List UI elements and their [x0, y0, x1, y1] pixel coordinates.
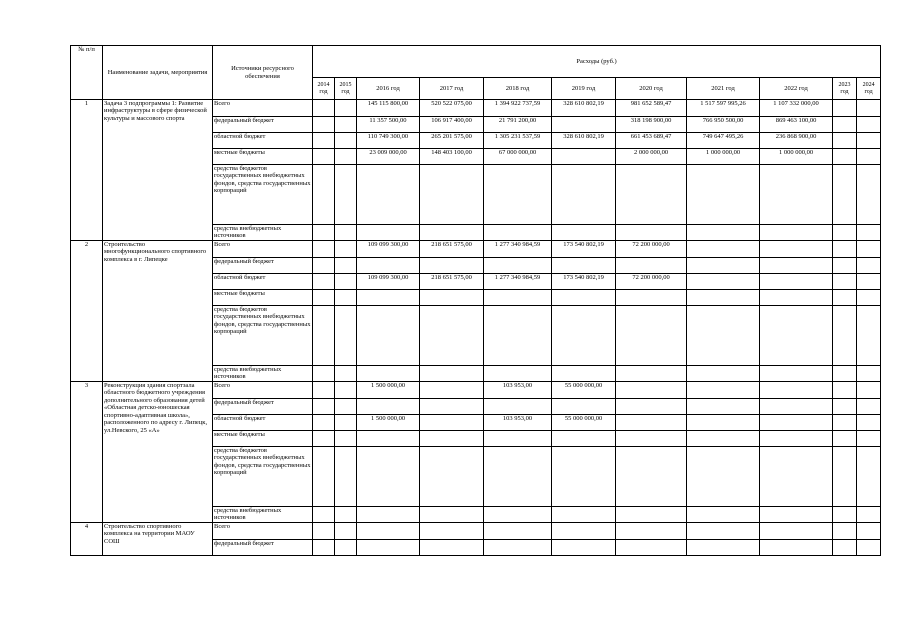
expense-value: [552, 149, 616, 165]
expense-value: [335, 415, 357, 431]
expense-value: [687, 274, 760, 290]
expense-value: [420, 507, 484, 523]
expense-value: 109 099 300,00: [357, 274, 420, 290]
expense-value: [484, 225, 552, 241]
task-name: Реконструкция здания спортзала областного бюджетного учреждения дополнительного образования детей «Областная детско-юношеская спортивно-адаптивная школа», расположенного по адресу г. Липецк, ул.Невского, 25 «А»: [103, 382, 213, 523]
expense-value: 749 647 495,26: [687, 133, 760, 149]
expense-value: 103 953,00: [484, 382, 552, 399]
expense-value: [420, 415, 484, 431]
expense-value: [313, 523, 335, 540]
expense-value: [857, 225, 881, 241]
header-year: 2016 год: [357, 78, 420, 100]
expense-value: 67 000 000,00: [484, 149, 552, 165]
expense-value: [484, 399, 552, 415]
expense-value: [313, 241, 335, 258]
expense-value: [616, 523, 687, 540]
expense-value: [833, 225, 857, 241]
task-name: Строительство спортивного комплекса на территории МАОУ СОШ: [103, 523, 213, 556]
expense-value: [335, 523, 357, 540]
expense-value: [420, 540, 484, 556]
header-year: 2018 год: [484, 78, 552, 100]
header-source: Источники ресурсного обеспечения: [213, 46, 313, 100]
expense-value: [833, 306, 857, 366]
header-year: 2022 год: [760, 78, 833, 100]
expense-value: [335, 306, 357, 366]
expense-value: [857, 149, 881, 165]
expense-value: [335, 382, 357, 399]
funding-source: Всего: [213, 100, 313, 117]
expense-value: [335, 117, 357, 133]
expense-value: 1 500 000,00: [357, 415, 420, 431]
expense-value: [420, 165, 484, 225]
row-number: 4: [71, 523, 103, 556]
expense-value: [833, 100, 857, 117]
expense-value: [552, 165, 616, 225]
task-name: Строительство многофункционального спортивного комплекса в г. Липецке: [103, 241, 213, 382]
expense-value: [857, 274, 881, 290]
expense-value: [552, 431, 616, 447]
expense-value: [313, 225, 335, 241]
expense-value: [760, 225, 833, 241]
header-name: Наименование задачи, мероприятия: [103, 46, 213, 100]
row-number: 1: [71, 100, 103, 241]
expense-value: [313, 149, 335, 165]
expense-value: [857, 366, 881, 382]
expense-value: [357, 165, 420, 225]
expense-value: [420, 382, 484, 399]
expense-value: [313, 258, 335, 274]
expense-value: 218 651 575,00: [420, 274, 484, 290]
table-row: [71, 523, 881, 540]
expense-value: [313, 366, 335, 382]
expense-value: [833, 507, 857, 523]
expense-value: [857, 241, 881, 258]
expense-value: [616, 290, 687, 306]
expense-value: [760, 306, 833, 366]
expense-value: [833, 399, 857, 415]
funding-source: местные бюджеты: [213, 149, 313, 165]
expense-value: 106 917 400,00: [420, 117, 484, 133]
funding-source: средства внебюджетных источников: [213, 366, 313, 382]
expense-value: 236 868 900,00: [760, 133, 833, 149]
expense-value: [335, 507, 357, 523]
expense-value: [833, 415, 857, 431]
expense-value: [552, 225, 616, 241]
expense-value: [857, 523, 881, 540]
funding-source: областной бюджет: [213, 133, 313, 149]
expense-value: 72 200 000,00: [616, 274, 687, 290]
expense-value: [616, 507, 687, 523]
expense-value: [616, 258, 687, 274]
expense-value: [857, 431, 881, 447]
expense-value: [552, 540, 616, 556]
table-header: [71, 46, 881, 100]
expense-value: [484, 523, 552, 540]
expense-value: [760, 431, 833, 447]
expense-value: [857, 306, 881, 366]
expense-value: [687, 399, 760, 415]
expense-value: 1 394 922 737,59: [484, 100, 552, 117]
funding-source: средства бюджетов государственных внебюджетных фондов, средства государственных корпораций: [213, 165, 313, 225]
expense-value: 328 610 802,19: [552, 133, 616, 149]
expense-value: [335, 431, 357, 447]
expense-value: [833, 133, 857, 149]
table-row: [71, 241, 881, 258]
expense-value: 2 000 000,00: [616, 149, 687, 165]
expenses-table: [70, 45, 881, 556]
expense-value: 145 115 800,00: [357, 100, 420, 117]
expense-value: [687, 540, 760, 556]
expense-value: [857, 540, 881, 556]
expense-value: [616, 165, 687, 225]
expense-value: [833, 523, 857, 540]
expense-value: [484, 507, 552, 523]
expense-value: 328 610 802,19: [552, 100, 616, 117]
expense-value: [760, 382, 833, 399]
expense-value: [687, 447, 760, 507]
expense-value: [335, 399, 357, 415]
expense-value: 1 000 000,00: [687, 149, 760, 165]
expense-value: [552, 117, 616, 133]
funding-source: областной бюджет: [213, 415, 313, 431]
expense-value: [833, 149, 857, 165]
expense-value: [616, 431, 687, 447]
header-year: 2014 год: [313, 78, 335, 100]
funding-source: федеральный бюджет: [213, 258, 313, 274]
expense-value: 265 201 575,00: [420, 133, 484, 149]
expense-value: [857, 258, 881, 274]
header-year: 2021 год: [687, 78, 760, 100]
expense-value: [833, 165, 857, 225]
funding-source: средства бюджетов государственных внебюджетных фондов, средства государственных корпораций: [213, 306, 313, 366]
expense-value: [857, 100, 881, 117]
expense-value: [760, 523, 833, 540]
expense-value: 1 000 000,00: [760, 149, 833, 165]
expense-value: [857, 399, 881, 415]
expense-value: [313, 431, 335, 447]
funding-source: Всего: [213, 382, 313, 399]
expense-value: [687, 241, 760, 258]
expense-value: [760, 165, 833, 225]
expense-value: [616, 399, 687, 415]
expense-value: 55 000 000,00: [552, 382, 616, 399]
expense-value: 661 453 689,47: [616, 133, 687, 149]
expense-value: [313, 415, 335, 431]
table-row: [71, 100, 881, 117]
expense-value: [760, 399, 833, 415]
expense-value: [313, 100, 335, 117]
expense-value: [313, 540, 335, 556]
expense-value: [313, 274, 335, 290]
expense-value: [335, 241, 357, 258]
expense-value: [420, 523, 484, 540]
expense-value: 103 953,00: [484, 415, 552, 431]
expense-value: [357, 258, 420, 274]
expense-value: [313, 117, 335, 133]
expense-value: [357, 290, 420, 306]
expense-value: [552, 258, 616, 274]
expense-value: [687, 306, 760, 366]
expense-value: 766 950 500,00: [687, 117, 760, 133]
expense-value: [552, 366, 616, 382]
expense-value: [687, 290, 760, 306]
table-row: [71, 382, 881, 399]
expense-value: [833, 117, 857, 133]
funding-source: Всего: [213, 241, 313, 258]
expense-value: [552, 399, 616, 415]
expense-value: [760, 415, 833, 431]
expense-value: [857, 507, 881, 523]
expense-value: [760, 258, 833, 274]
funding-source: средства бюджетов государственных внебюджетных фондов, средства государственных корпораций: [213, 447, 313, 507]
header-year: 2023 год: [833, 78, 857, 100]
expense-value: [616, 382, 687, 399]
expense-value: [313, 165, 335, 225]
header-year: 2024 год: [857, 78, 881, 100]
expense-value: [357, 540, 420, 556]
expense-value: [357, 507, 420, 523]
expense-value: [484, 447, 552, 507]
header-no: № п/п: [71, 46, 103, 100]
expense-value: [357, 225, 420, 241]
expense-value: 1 517 597 995,26: [687, 100, 760, 117]
expense-value: 55 000 000,00: [552, 415, 616, 431]
expense-value: 110 749 300,00: [357, 133, 420, 149]
expense-value: [335, 225, 357, 241]
expense-value: [420, 431, 484, 447]
expense-value: [484, 431, 552, 447]
expense-value: [833, 366, 857, 382]
header-year: 2017 год: [420, 78, 484, 100]
expense-value: 1 500 000,00: [357, 382, 420, 399]
expense-value: [335, 290, 357, 306]
expense-value: [484, 165, 552, 225]
expense-value: [335, 149, 357, 165]
funding-source: федеральный бюджет: [213, 117, 313, 133]
expense-value: [857, 165, 881, 225]
expense-value: [687, 382, 760, 399]
expense-value: [760, 507, 833, 523]
expense-value: [760, 290, 833, 306]
expense-value: 21 791 200,00: [484, 117, 552, 133]
expense-value: 981 652 589,47: [616, 100, 687, 117]
expense-value: [420, 399, 484, 415]
expense-value: [616, 306, 687, 366]
expense-value: [760, 447, 833, 507]
expense-value: [420, 290, 484, 306]
expense-value: [687, 507, 760, 523]
funding-source: средства внебюджетных источников: [213, 507, 313, 523]
expense-value: [833, 382, 857, 399]
expense-value: [687, 523, 760, 540]
expense-value: [687, 415, 760, 431]
expense-value: [687, 258, 760, 274]
expense-value: 1 277 340 984,59: [484, 241, 552, 258]
header-year: 2015 год: [335, 78, 357, 100]
expense-value: [357, 399, 420, 415]
expense-value: [357, 366, 420, 382]
expense-value: [552, 447, 616, 507]
expense-value: [760, 366, 833, 382]
funding-source: федеральный бюджет: [213, 540, 313, 556]
expense-value: [313, 382, 335, 399]
expense-value: [335, 540, 357, 556]
expense-value: [357, 431, 420, 447]
expense-value: 1 107 332 000,00: [760, 100, 833, 117]
expense-value: [616, 540, 687, 556]
expense-value: [335, 100, 357, 117]
expense-value: 148 403 100,00: [420, 149, 484, 165]
expense-value: [857, 117, 881, 133]
expense-value: 869 463 100,00: [760, 117, 833, 133]
expense-value: [484, 258, 552, 274]
expense-value: [335, 165, 357, 225]
funding-source: местные бюджеты: [213, 290, 313, 306]
expense-value: [552, 523, 616, 540]
header-year: 2019 год: [552, 78, 616, 100]
funding-source: областной бюджет: [213, 274, 313, 290]
expense-value: [687, 431, 760, 447]
expense-value: [857, 133, 881, 149]
expense-value: [616, 415, 687, 431]
row-number: 3: [71, 382, 103, 523]
expense-value: [357, 306, 420, 366]
expense-value: [552, 507, 616, 523]
funding-source: Всего: [213, 523, 313, 540]
funding-source: средства внебюджетных источников: [213, 225, 313, 241]
expense-value: [760, 540, 833, 556]
expense-value: [313, 133, 335, 149]
expense-value: [484, 290, 552, 306]
expense-value: [833, 431, 857, 447]
expense-value: 173 540 802,19: [552, 274, 616, 290]
expense-value: [484, 540, 552, 556]
expense-value: [313, 306, 335, 366]
expense-value: [313, 507, 335, 523]
expense-value: [484, 366, 552, 382]
expense-value: [484, 306, 552, 366]
expense-value: [616, 447, 687, 507]
expense-value: [335, 447, 357, 507]
expense-value: [552, 306, 616, 366]
expense-value: [760, 241, 833, 258]
expense-value: [857, 290, 881, 306]
expense-value: 218 651 575,00: [420, 241, 484, 258]
expense-value: [313, 447, 335, 507]
expense-value: 318 198 900,00: [616, 117, 687, 133]
expense-value: [335, 133, 357, 149]
expense-value: [420, 258, 484, 274]
expense-value: [616, 225, 687, 241]
expense-value: [552, 290, 616, 306]
header-expenses: Расходы (руб.): [313, 46, 881, 78]
expense-value: [335, 274, 357, 290]
expense-value: [420, 366, 484, 382]
expense-value: [687, 165, 760, 225]
expense-value: [833, 258, 857, 274]
expense-value: 11 357 500,00: [357, 117, 420, 133]
row-number: 2: [71, 241, 103, 382]
expense-value: [313, 399, 335, 415]
expense-value: [833, 540, 857, 556]
expense-value: [313, 290, 335, 306]
expense-value: 109 099 300,00: [357, 241, 420, 258]
table-body: [71, 100, 881, 556]
expense-value: [616, 366, 687, 382]
expense-value: 1 277 340 984,59: [484, 274, 552, 290]
expense-value: 1 305 231 537,59: [484, 133, 552, 149]
expense-value: [357, 447, 420, 507]
expense-value: [420, 225, 484, 241]
expense-value: [687, 225, 760, 241]
expense-value: 520 522 075,00: [420, 100, 484, 117]
expense-value: [420, 447, 484, 507]
expense-value: [857, 415, 881, 431]
expense-value: [687, 366, 760, 382]
expense-value: [857, 447, 881, 507]
funding-source: федеральный бюджет: [213, 399, 313, 415]
expense-value: [335, 366, 357, 382]
expense-value: 23 009 000,00: [357, 149, 420, 165]
expense-value: [857, 382, 881, 399]
expense-value: [833, 274, 857, 290]
expense-value: [335, 258, 357, 274]
expense-value: [420, 306, 484, 366]
expense-value: [833, 447, 857, 507]
expense-value: 173 540 802,19: [552, 241, 616, 258]
header-year: 2020 год: [616, 78, 687, 100]
funding-source: местные бюджеты: [213, 431, 313, 447]
expense-value: 72 200 000,00: [616, 241, 687, 258]
task-name: Задача 3 подпрограммы 1: Развитие инфраструктуры в сфере физической культуры и массового спорта: [103, 100, 213, 241]
expense-value: [833, 290, 857, 306]
expense-value: [760, 274, 833, 290]
expense-value: [833, 241, 857, 258]
expense-value: [357, 523, 420, 540]
